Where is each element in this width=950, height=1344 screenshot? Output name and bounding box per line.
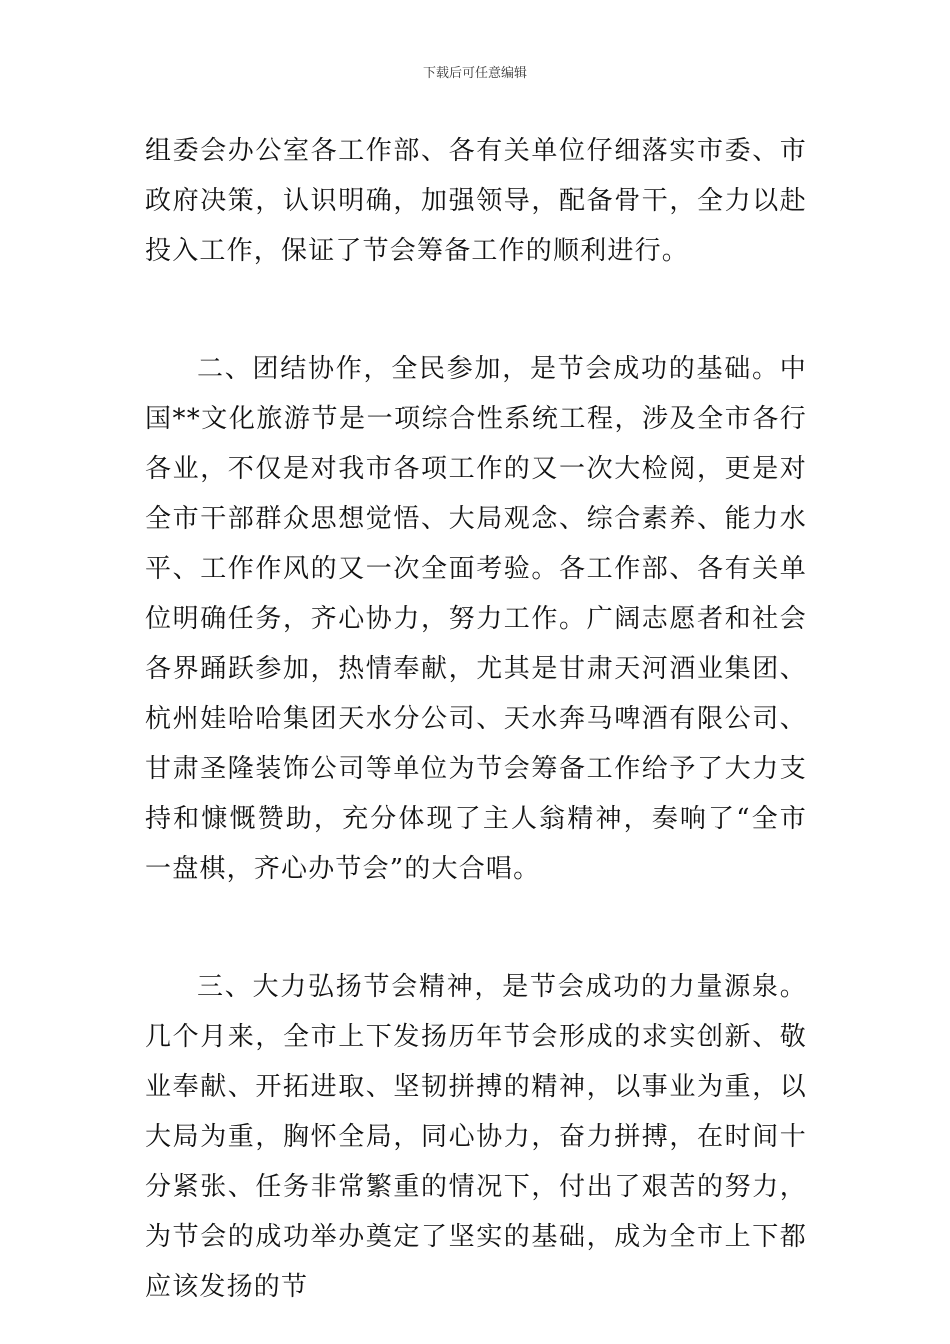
paragraph-gap xyxy=(145,894,807,962)
page-header: 下载后可任意编辑 xyxy=(422,66,527,81)
paragraph-section-two: 二、团结协作，全民参加，是节会成功的基础。中国**文化旅游节是一项综合性系统工程，涉及全市各行各业，不仅是对我市各项工作的又一次大检阅，更是对全市干部群众思想觉悟、大局观念、综合素养、能力水平、工作作风的又一次全面考验。各工作部、各有关单位明确任务，齐心协力，努力工作。广阔志愿者和社会各界踊跃参加，热情奉献，尤其是甘肃天河酒业集团、杭州娃哈哈集团天水分公司、天水奔马啤酒有限公司、甘肃圣隆装饰公司等单位为节会筹备工作给予了大力支持和慷慨赞助，充分体现了主人翁精神，奏响了“全市一盘棋，齐心办节会”的大合唱。 xyxy=(145,354,807,884)
paragraph-continuation: 组委会办公室各工作部、各有关单位仔细落实市委、市政府决策，认识明确，加强领导，配备骨干，全力以赴投入工作，保证了节会筹备工作的顺利进行。 xyxy=(145,136,807,266)
document-body xyxy=(145,126,807,1312)
paragraph-gap xyxy=(145,276,807,344)
paragraph-section-three: 三、大力弘扬节会精神，是节会成功的力量源泉。几个月来，全市上下发扬历年节会形成的求实创新、敬业奉献、开拓进取、坚韧拼搏的精神，以事业为重，以大局为重，胸怀全局，同心协力，奋力拼搏，在时间十分紧张、任务非常繁重的情况下，付出了艰苦的努力，为节会的成功举办奠定了坚实的基础，成为全市上下都应该发扬的节 xyxy=(145,972,807,1302)
